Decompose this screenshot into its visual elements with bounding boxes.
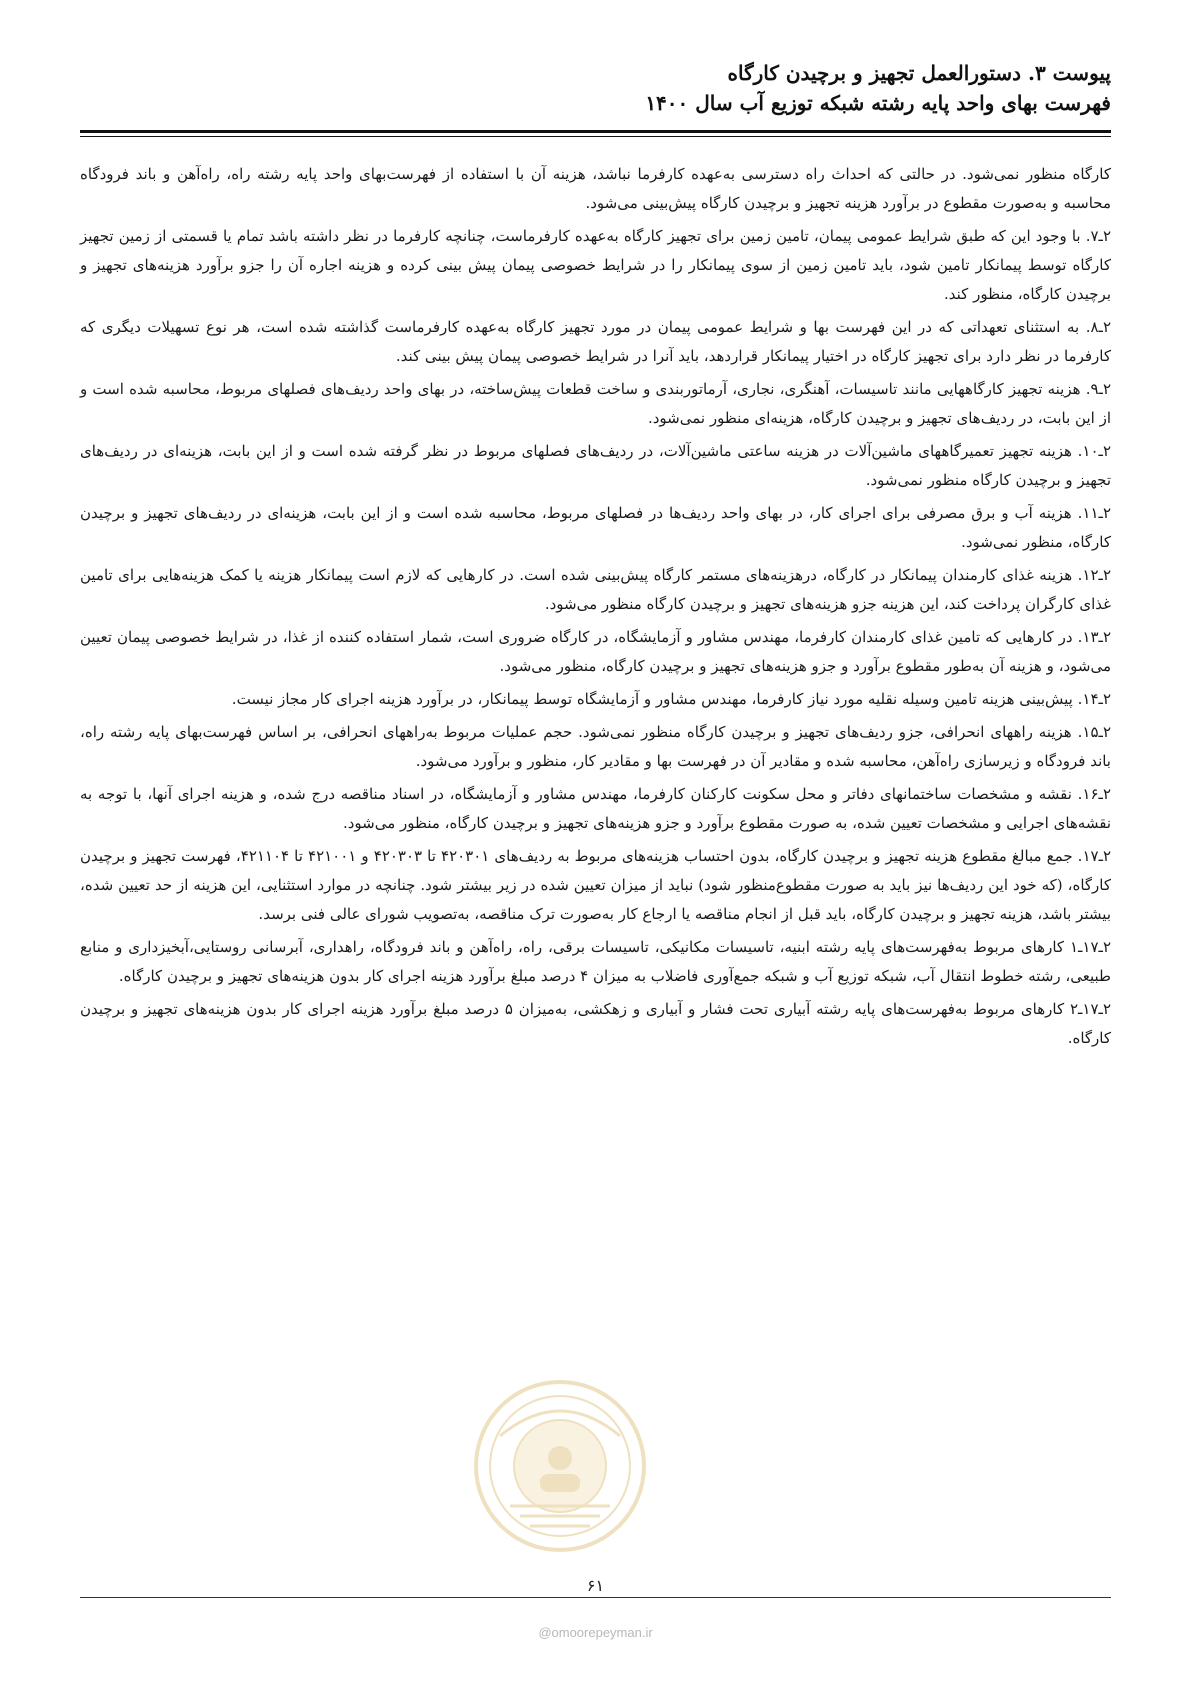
seal-watermark-icon bbox=[470, 1376, 650, 1556]
paragraph: ۲ـ۱۷ـ۲ کارهای مربوط به‌فهرست‌های پایه رشته آبیاری تحت فشار و آبیاری و زهکشی، به‌میزان ۵ درصد مبلغ برآورد هزینه اجرای کار بدون هزینه‌های تجهیز و برچیدن کارگاه. bbox=[80, 1000, 1112, 1047]
header-rule-thick bbox=[80, 130, 1111, 133]
paragraph: ۲ـ۱۰. هزینه تجهیز تعمیرگاههای ماشین‌آلات در هزینه ساعتی ماشین‌آلات، در ردیف‌های فصلهای مربوط در نظر گرفته شده است و از این بابت، هزینه‌ای در ردیف‌های تجهیز و برچیدن کارگاه منظور نمی‌شود. bbox=[80, 442, 1111, 489]
paragraph: کارگاه منظور نمی‌شود. در حالتی که احداث راه دسترسی به‌عهده کارفرما نباشد، هزینه آن با استفاده از فهرست‌بهای واحد پایه رشته راه، راه‌آهن و باند فرودگاه محاسبه و به‌صورت مقطوع در برآورد هزینه تجهیز و برچیدن کارگاه پیش‌بینی می‌شود. bbox=[80, 165, 1111, 212]
paragraph: ۲ـ۱۵. هزینه راههای انحرافی، جزو ردیف‌های تجهیز و برچیدن کارگاه منظور نمی‌شود. حجم عملیات مربوط به‌راههای انحرافی، بر اساس فهرست‌بهای پایه رشته راه، باند فرودگاه و زیرسازی راه‌آهن، محاسبه شده و مقادیر آن در فهرست بها و مقادیر کار، منظور و برآورد می‌شود. bbox=[80, 723, 1111, 770]
paragraph: ۲ـ۱۴. پیش‌بینی هزینه تامین وسیله نقلیه مورد نیاز کارفرما، مهندس مشاور و آزمایشگاه توسط پیمانکار، در برآورد هزینه اجرای کار مجاز نیست. bbox=[231, 690, 1111, 708]
header-rule-thin bbox=[80, 136, 1111, 137]
body-text bbox=[80, 160, 1111, 1057]
paragraph: ۲ـ۱۱. هزینه آب و برق مصرفی برای اجرای کار، در بهای واحد ردیف‌ها در فصلهای مربوط، محاسبه شده است و از این بابت، هزینه‌ای در ردیف‌های تجهیز و برچیدن کارگاه، منظور نمی‌شود. bbox=[80, 504, 1111, 551]
header-title-line1: پیوست ۳. دستورالعمل تجهیز و برچیدن کارگاه bbox=[727, 61, 1111, 85]
paragraph: ۲ـ۱۶. نقشه و مشخصات ساختمانهای دفاتر و محل سکونت کارکنان کارفرما، مهندس مشاور و آزمایشگاه، در اسناد مناقصه درج شده، و هزینه اجرای آنها، با توجه به نقشه‌های اجرایی و مشخصات تعیین شده، به صورت مقطوع برآورد و جزو هزینه‌های تجهیز و برچیدن کارگاه، منظور می‌شود. bbox=[80, 785, 1111, 832]
paragraph: ۲ـ۸. به استثنای تعهداتی که در این فهرست بها و شرایط عمومی پیمان در مورد تجهیز کارگاه به‌عهده کارفرماست گذاشته شده است، هر نوع تسهیلات دیگری که کارفرما در نظر دارد برای تجهیز کارگاه در اختیار پیمانکار قراردهد، باید آنرا در شرایط خصوصی پیمان پیش بینی کند. bbox=[80, 318, 1111, 365]
page-number bbox=[0, 1576, 1191, 1595]
page-header bbox=[80, 58, 1111, 118]
paragraph: ۲ـ۱۲. هزینه غذای کارمندان پیمانکار در کارگاه، درهزینه‌های مستمر کارگاه پیش‌بینی شده است. در کارهایی که لازم است پیمانکار هزینه یا کمک هزینه‌هایی برای تامین غذای کارگران پرداخت کند، این هزینه جزو هزینه‌های تجهیز و برچیدن کارگاه منظور می‌شود. bbox=[80, 566, 1111, 613]
footer-rule bbox=[80, 1597, 1111, 1598]
paragraph: ۲ـ۹. هزینه تجهیز کارگاههایی مانند تاسیسات، آهنگری، نجاری، آرماتوربندی و ساخت قطعات پیش‌ساخته، در بهای واحد ردیف‌های فصلهای مربوط، محاسبه شده است و از این بابت، در ردیف‌های تجهیز و برچیدن کارگاه، هزینه‌ای منظور نمی‌شود. bbox=[80, 380, 1111, 427]
header-title-line2: فهرست بهای واحد پایه رشته شبکه توزیع آب سال ۱۴۰۰ bbox=[645, 91, 1111, 115]
paragraph: ۲ـ۱۳. در کارهایی که تامین غذای کارمندان کارفرما، مهندس مشاور و آزمایشگاه، در کارگاه ضروری است، شمار استفاده کننده از غذا، در شرایط خصوصی پیمان تعیین می‌شود، و هزینه آن به‌طور مقطوع برآورد و جزو هزینه‌های تجهیز و برچیدن کارگاه، منظور می‌شود. bbox=[80, 628, 1111, 675]
page-number-text: ۶۱ bbox=[581, 1576, 610, 1595]
paragraph: ۲ـ۷. با وجود این که طبق شرایط عمومی پیمان، تامین زمین برای تجهیز کارگاه به‌عهده کارفرماست، چنانچه کارفرما در نظر داشته باشد تمام یا قسمتی از زمین تجهیز کارگاه توسط پیمانکار تامین شود، باید تامین زمین از سوی پیمانکار را در شرایط خصوصی پیمان پیش بینی کرده و هزینه اجاره آن را جزو برآورد هزینه‌های تجهیز و برچیدن کارگاه، منظور کند. bbox=[80, 227, 1111, 303]
watermark-url: @omoorepeyman.ir bbox=[538, 1625, 653, 1640]
paragraph: ۲ـ۱۷ـ۱ کارهای مربوط به‌فهرست‌های پایه رشته ابنیه، تاسیسات مکانیکی، تاسیسات برقی، راه، راه‌آهن و باند فرودگاه، راهداری، آبرسانی روستایی،آبخیزداری و منابع طبیعی، رشته خطوط انتقال آب، شبکه توزیع آب و شبکه جمع‌آوری فاضلاب به میزان ۴ درصد مبلغ برآورد هزینه اجرای کار بدون هزینه‌های تجهیز و برچیدن کارگاه. bbox=[80, 938, 1111, 985]
paragraph: ۲ـ۱۷. جمع مبالغ مقطوع هزینه تجهیز و برچیدن کارگاه، بدون احتساب هزینه‌های مربوط به ردیف‌های ۴۲۰۳۰۱ تا ۴۲۰۳۰۳ و ۴۲۱۰۰۱ تا ۴۲۱۱۰۴، فهرست تجهیز و برچیدن کارگاه، (که خود این ردیف‌ها نیز باید به صورت مقطوع‌منظور شود) نباید از میزان تعیین شده در زیر بیشتر شود. چنانچه در موارد استثنایی، این هزینه از حد تعیین شده، بیشتر باشد، هزینه تجهیز و برچیدن کارگاه، باید قبل از انجام مناقصه یا ارجاع کار به‌صورت ترک مناقصه، به‌تصویب شورای عالی فنی برسد. bbox=[80, 847, 1112, 923]
